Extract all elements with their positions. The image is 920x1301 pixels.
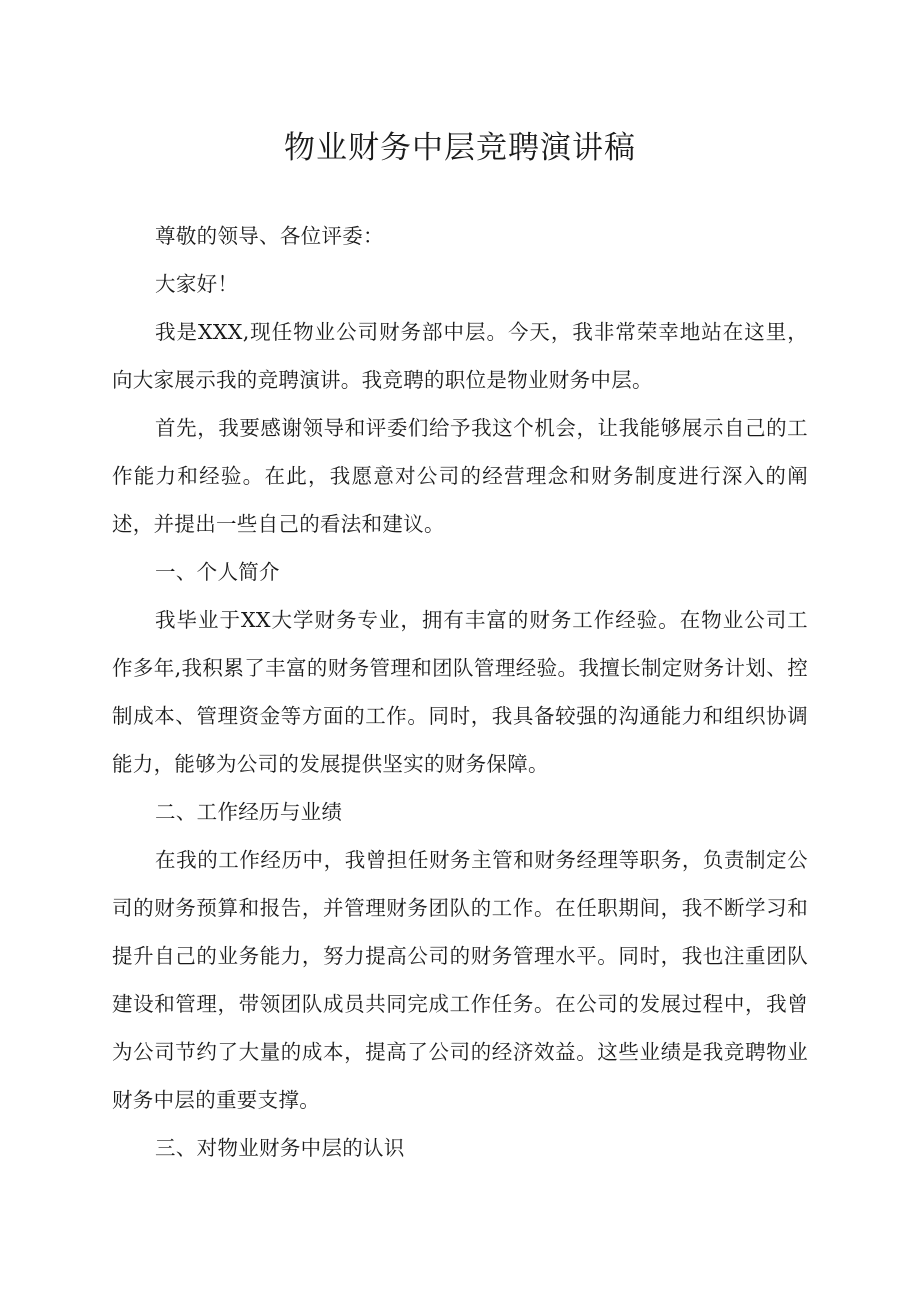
section-paragraph-profile: 我毕业于XX大学财务专业，拥有丰富的财务工作经验。在物业公司工作多年,我积累了丰富的财务管理和团队管理经验。我擅长制定财务计划、控制成本、管理资金等方面的工作。同时，我具备较强的沟通能力和组织协调能力，能够为公司的发展提供坚实的财务保障。 xyxy=(112,608,808,776)
section-heading-profile: 一、个人简介 xyxy=(155,560,280,584)
thanks-paragraph: 首先，我要感谢领导和评委们给予我这个机会，让我能够展示自己的工作能力和经验。在此，我愿意对公司的经营理念和财务制度进行深入的阐述，并提出一些自己的看法和建议。 xyxy=(112,416,808,536)
section-heading-understanding: 三、对物业财务中层的认识 xyxy=(155,1136,405,1160)
document-body xyxy=(112,212,808,1172)
salutation: 尊敬的领导、各位评委： xyxy=(155,224,384,248)
section-paragraph-experience: 在我的工作经历中，我曾担任财务主管和财务经理等职务，负责制定公司的财务预算和报告，并管理财务团队的工作。在任职期间，我不断学习和提升自己的业务能力，努力提高公司的财务管理水平。同时，我也注重团队建设和管理，带领团队成员共同完成工作任务。在公司的发展过程中，我曾为公司节约了大量的成本，提高了公司的经济效益。这些业绩是我竞聘物业财务中层的重要支撑。 xyxy=(112,848,808,1112)
intro-paragraph: 我是XXX,现任物业公司财务部中层。今天，我非常荣幸地站在这里，向大家展示我的竞聘演讲。我竞聘的职位是物业财务中层。 xyxy=(112,320,808,392)
greeting: 大家好！ xyxy=(155,272,239,296)
section-heading-experience: 二、工作经历与业绩 xyxy=(155,800,343,824)
document-title: 物业财务中层竞聘演讲稿 xyxy=(284,130,636,166)
